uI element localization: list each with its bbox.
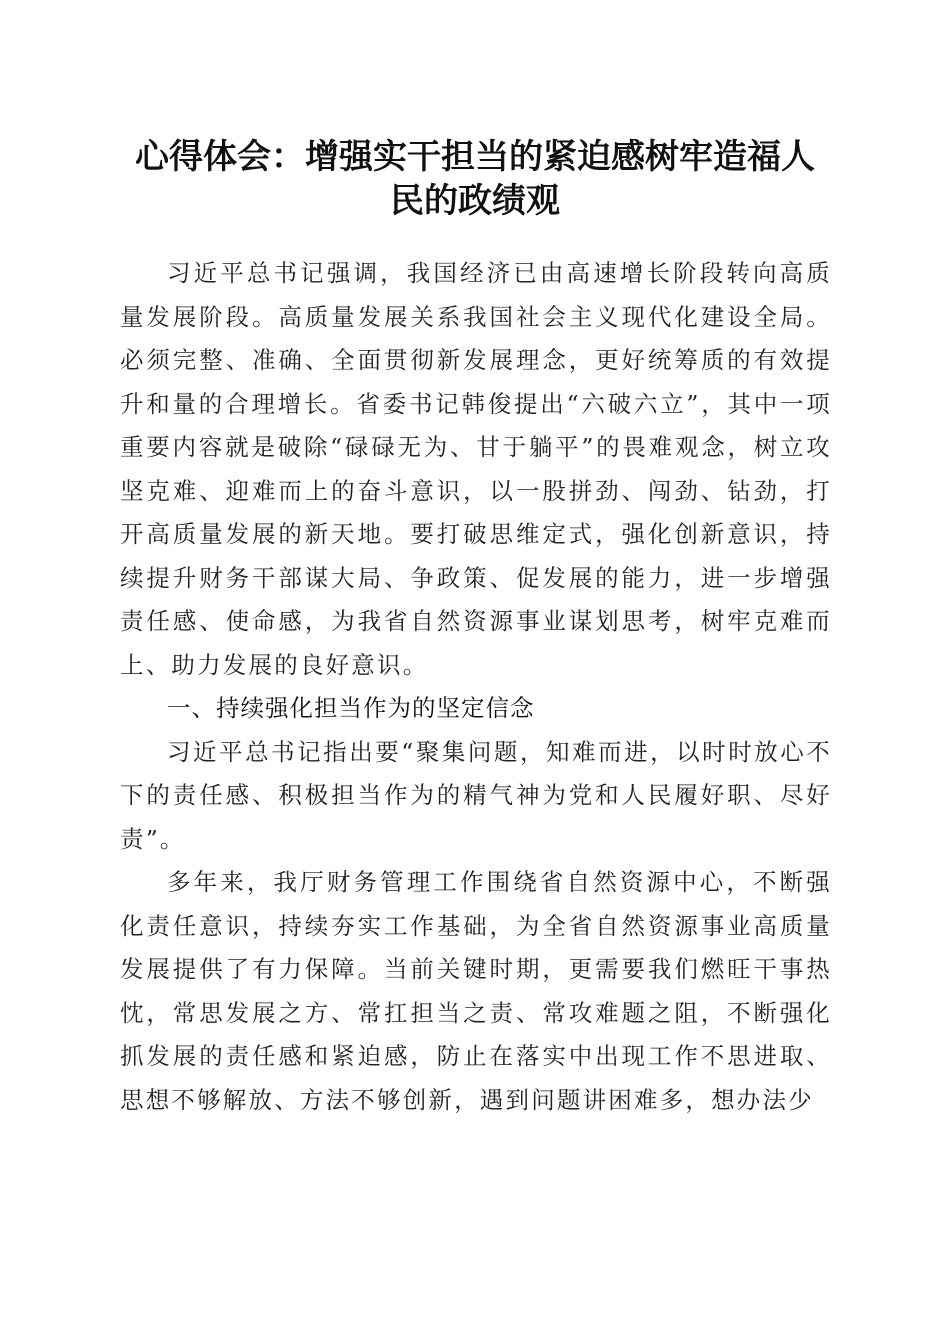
- section-heading: 一、持续强化担当作为的坚定信念: [167, 694, 535, 722]
- document-title: [100, 135, 850, 223]
- title-line-1: 心得体会：增强实干担当的紧迫感树牢造福人: [135, 137, 815, 177]
- document-body: [120, 252, 832, 1122]
- title-line-2: 民的政绩观: [390, 181, 560, 221]
- paragraph-intro: 习近平总书记强调，我国经济已由高速增长阶段转向高质量发展阶段。高质量发展关系我国社会主义现代化建设全局。必须完整、准确、全面贯彻新发展理念，更好统筹质的有效提升和量的合理增长。省委书记韩俊提出“六破六立”，其中一项重要内容就是破除“碌碌无为、甘于躺平”的畏难观念，树立攻坚克难、迎难而上的奋斗意识，以一股拼劲、闯劲、钻劲，打开高质量发展的新天地。要打破思维定式，强化创新意识，持续提升财务干部谋大局、争政策、促发展的能力，进一步增强责任感、使命感，为我省自然资源事业谋划思考，树牢克难而上、助力发展的良好意识。: [120, 259, 832, 679]
- paragraph-work: 多年来，我厅财务管理工作围绕省自然资源中心，不断强化责任意识，持续夯实工作基础，为全省自然资源事业高质量发展提供了有力保障。当前关键时期，更需要我们燃旺干事热忱，常思发展之方、常扛担当之责、常攻难题之阻，不断强化抓发展的责任感和紧迫感，防止在落实中出现工作不思进取、思想不够解放、方法不够创新，遇到问题讲困难多，想办法少: [120, 868, 832, 1114]
- paragraph-quote: 习近平总书记指出要“聚集问题，知难而进，以时时放心不下的责任感、积极担当作为的精气神为党和人民履好职、尽好责”。: [120, 737, 832, 853]
